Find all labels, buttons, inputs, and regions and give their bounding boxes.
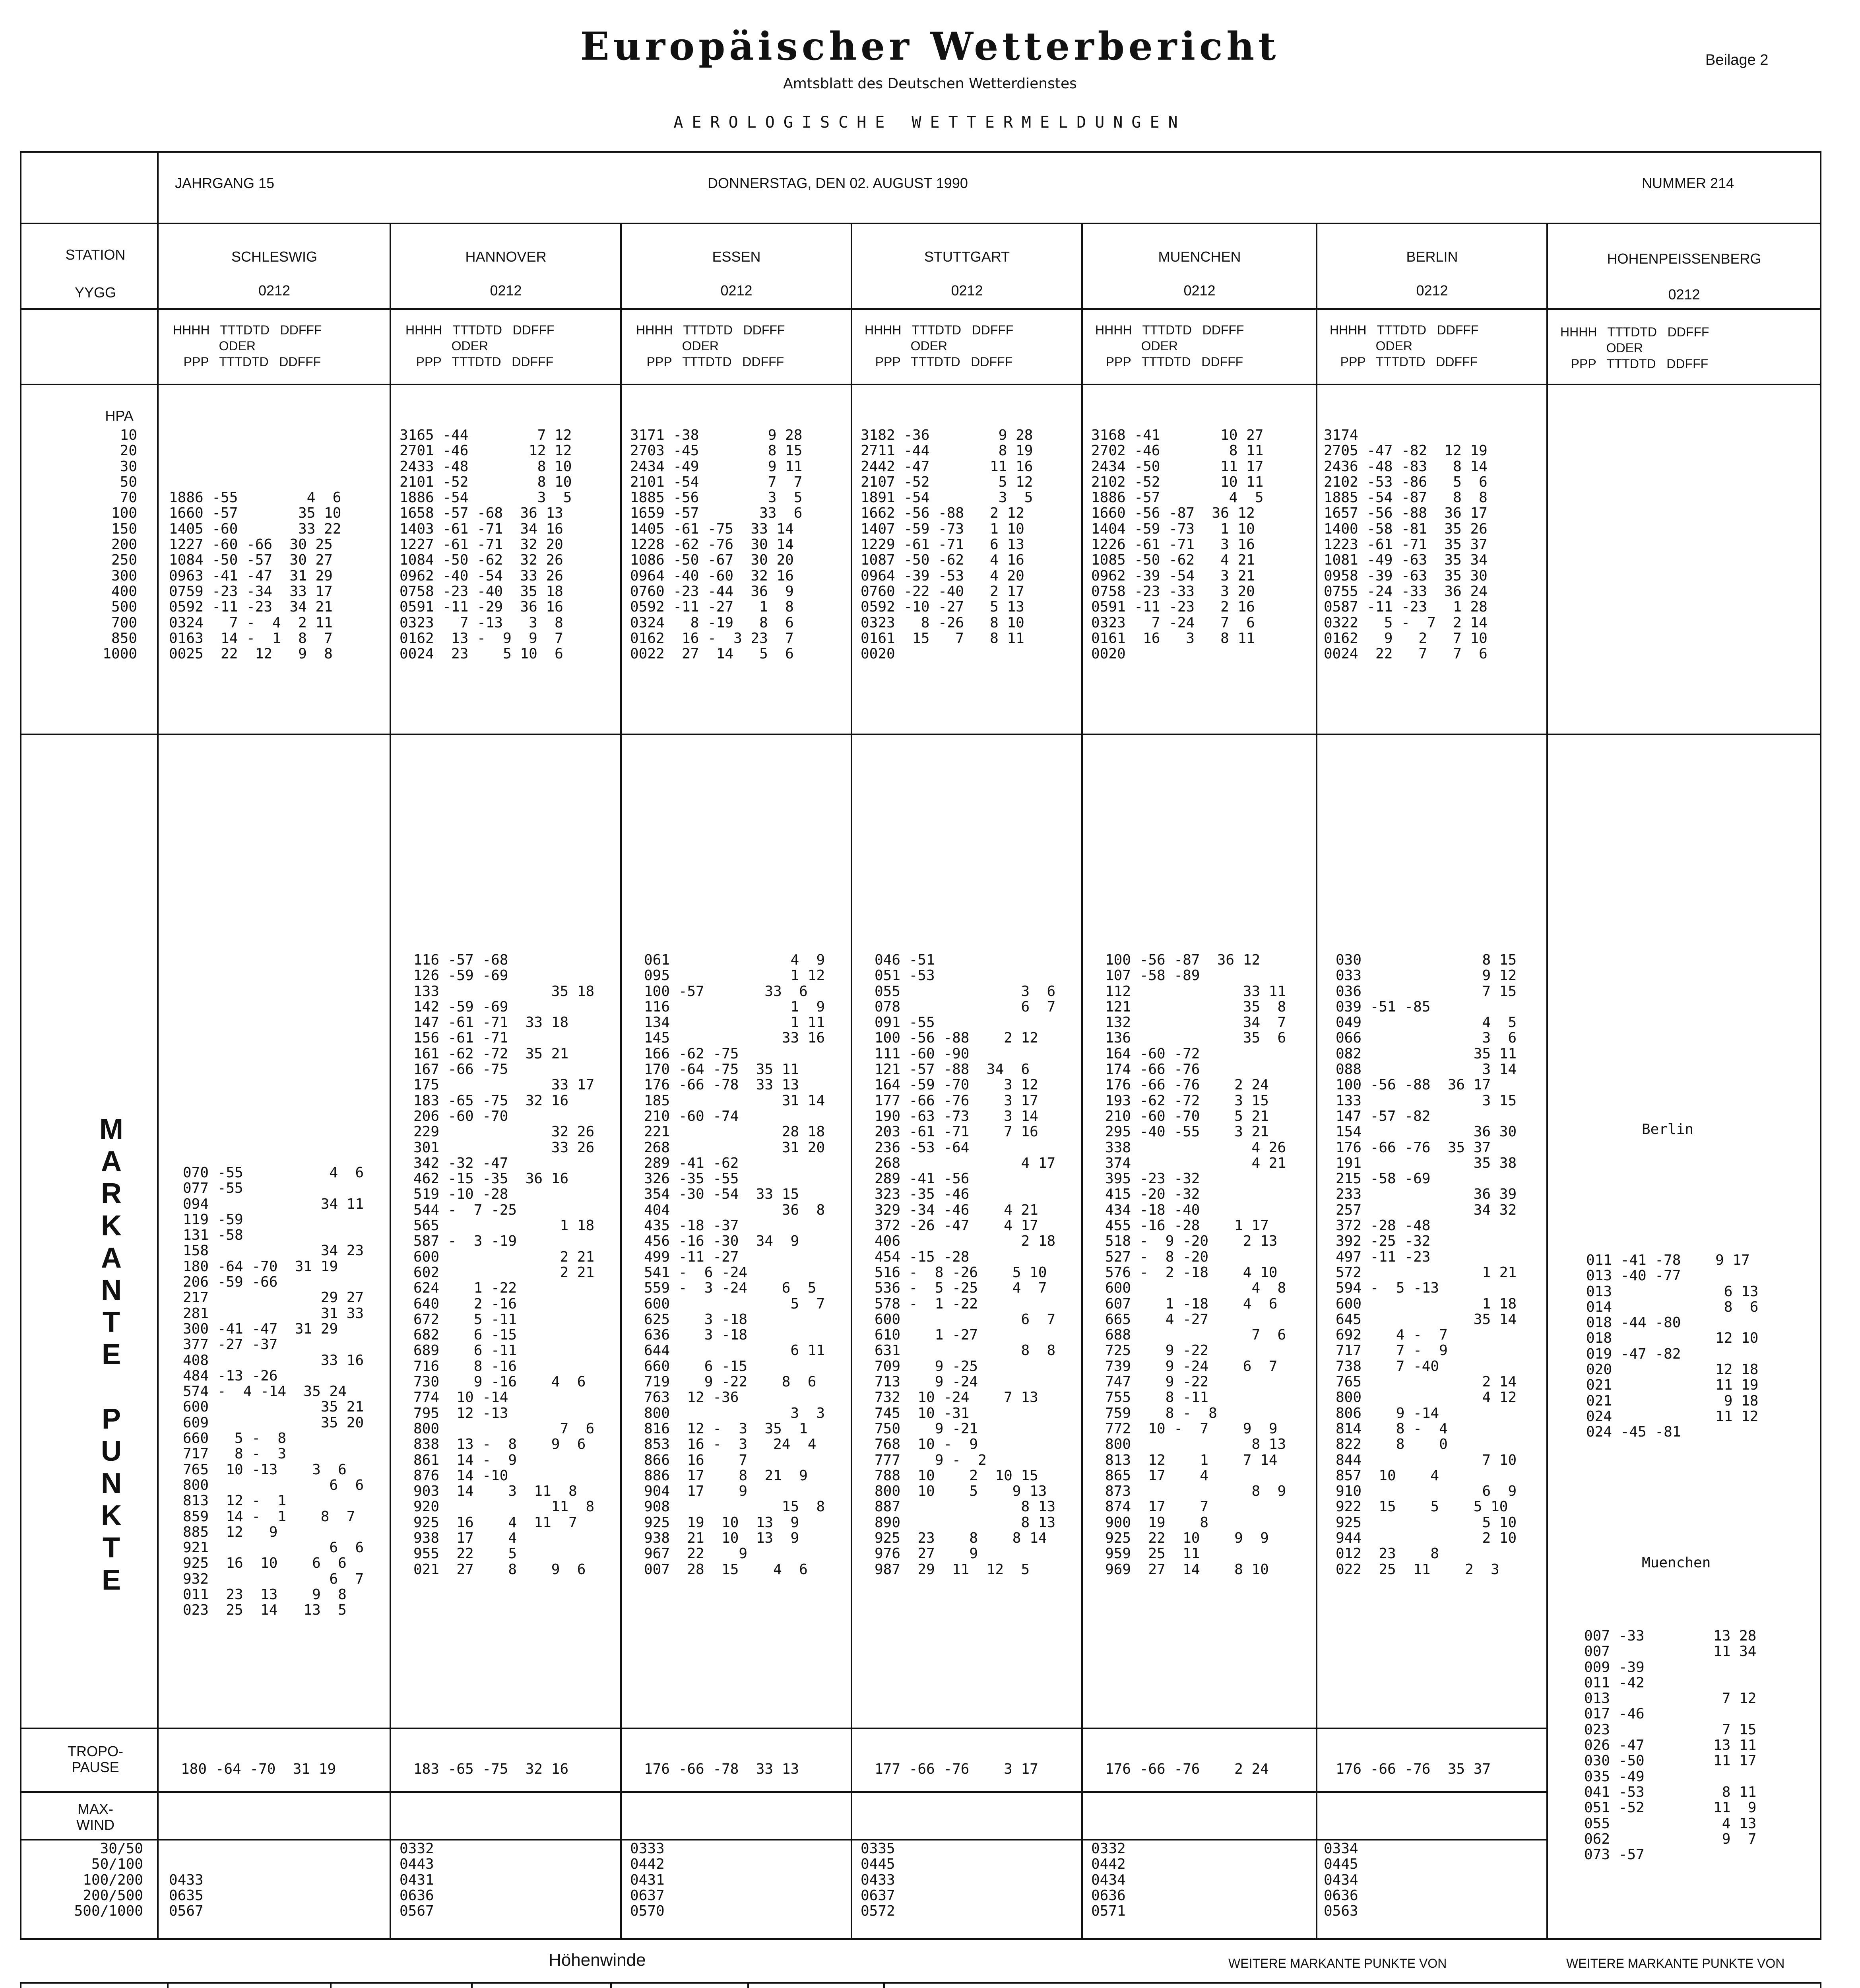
station-yygg: 0212 (490, 282, 522, 299)
thickness-essen: 0333 0442 0431 0637 0570 (630, 1840, 665, 1920)
tropo-essen: 176 -66 -78 33 13 (644, 1761, 799, 1777)
station-name: STUTTGART (924, 248, 1010, 265)
extra-berlin-points: 011 -41 -78 9 17 013 -40 -77 013 6 13 014 8 6 018 -44 -80 018 12 10 019 -47 -82 020 12 18 021 11 19 021 9 18 024 11 12 024 -45 -81 (1586, 1252, 1759, 1441)
markante-muenchen: 100 -56 -87 36 12 107 -58 -89 112 33 11 121 35 8 132 34 7 136 35 6 164 -60 -72 174 -66 -76 176 -66 -76 2 24 193 -62 -72 3 15 210 -60 -70 5 21 295 -40 -55 3 21 338 4 26 374 4 21 395 -23 -32 415 -20 -32 434 -18 -40 455 -16 -28 1 17 518 - 9 -20 2 13 527 - 8 -20 576 - 2 -18 4 10 600 4 8 607 1 -18 4 6 665 4 -27 688 7 6 725 9 -22 739 9 -24 6 7 747 9 -22 755 8 -11 759 8 - 8 772 10 - 7 9 9 800 8 13 813 12 1 7 14 865 17 4 873 8 9 874 17 7 900 19 8 925 22 10 9 9 959 25 11 969 27 14 8 10 (1105, 952, 1286, 1578)
markante-punkte-label: M A R K A N T E P U N K T E (99, 1113, 123, 1596)
std-levels-stuttgart: 3182 -36 9 28 2711 -44 8 19 2442 -47 11 16 2107 -52 5 12 1891 -54 3 5 1662 -56 -88 2 12 1407 -59 -73 1 10 1229 -61 -71 6 13 1087 -50 -62 4 16 0964 -39 -53 4 20 0760 -22 -40 2 17 0592 -10 -27 5 13 0323 8 -26 8 10 0161 15 7 8 11 0020 (861, 427, 1033, 662)
nummer-label: NUMMER 214 (1642, 175, 1734, 191)
markante-schleswig: 070 -55 4 6 077 -55 094 34 11 119 -59 131 -58 158 34 23 180 -64 -70 31 19 206 -59 -66 217 29 27 281 31 33 300 -41 -47 31 29 377 -27 -37 408 33 16 484 -13 -26 574 - 4 -14 35 24 600 35 21 609 35 20 660 5 - 8 717 8 - 3 765 10 -13 3 6 800 6 6 813 12 - 1 859 14 - 1 8 7 885 12 9 921 6 6 925 16 10 6 6 932 6 7 011 23 13 9 8 023 25 14 13 5 (183, 1165, 364, 1619)
page-subtitle: Amtsblatt des Deutschen Wetterdienstes (783, 76, 1077, 92)
extra-muenchen-label: Muenchen (1642, 1555, 1711, 1571)
station-name: BERLIN (1406, 248, 1458, 265)
tropo-hannover: 183 -65 -75 32 16 (413, 1761, 569, 1777)
station-yygg: 0212 (258, 282, 291, 299)
page-title: Europäischer Wetterbericht (580, 24, 1280, 69)
thickness-schleswig: 0433 0635 0567 (169, 1872, 204, 1920)
station-yygg: 0212 (1183, 282, 1216, 299)
column-header: HHHH TTTDTD DDFFF ODER PPP TTTDTD DDFFF (636, 323, 785, 369)
thickness-stuttgart: 0335 0445 0433 0637 0572 (861, 1840, 895, 1920)
column-header: HHHH TTTDTD DDFFF ODER PPP TTTDTD DDFFF (1330, 323, 1479, 369)
station-yygg: 0212 (1416, 282, 1448, 299)
std-levels-berlin: 3174 2705 -47 -82 12 19 2436 -48 -83 8 14 2102 -53 -86 5 6 1885 -54 -87 8 8 1657 -56 -88 36 17 1400 -58 -81 35 26 1223 -61 -71 35 37 1081 -49 -63 35 34 0958 -39 -63 35 30 0755 -24 -33 36 24 0587 -11 -23 1 28 0322 5 - 7 2 14 0162 9 2 7 10 0024 22 7 7 6 (1324, 427, 1488, 662)
markante-berlin: 030 8 15 033 9 12 036 7 15 039 -51 -85 049 4 5 066 3 6 082 35 11 088 3 14 100 -56 -88 36 17 133 3 15 147 -57 -82 154 36 30 176 -66 -76 35 37 191 35 38 215 -58 -69 233 36 39 257 34 32 372 -28 -48 392 -25 -32 497 -11 -23 572 1 21 594 - 5 -13 600 1 18 645 35 14 692 4 - 7 717 7 - 9 738 7 -40 765 2 14 800 4 12 806 9 -14 814 8 - 4 822 8 0 844 7 10 857 10 4 910 6 9 922 15 5 5 10 925 5 10 944 2 10 012 23 8 022 25 11 2 3 (1336, 952, 1517, 1578)
station-name: SCHLESWIG (231, 248, 318, 265)
hoehenwinde-title: Höhenwinde (549, 1950, 646, 1970)
station-yygg: 0212 (951, 282, 983, 299)
yygg-label: YYGG (74, 284, 116, 301)
std-levels-schleswig: 1886 -55 4 6 1660 -57 35 10 1405 -60 33 22 1227 -60 -66 30 25 1084 -50 -57 30 27 0963 -41 -47 31 29 0759 -23 -34 33 17 0592 -11 -23 34 21 0324 7 - 4 2 11 0163 14 - 1 8 7 0025 22 12 9 8 (169, 489, 341, 662)
markante-hannover: 116 -57 -68 126 -59 -69 133 35 18 142 -59 -69 147 -61 -71 33 18 156 -61 -71 161 -62 -72 35 21 167 -66 -75 175 33 17 183 -65 -75 32 16 206 -60 -70 229 32 26 301 33 26 342 -32 -47 462 -15 -35 36 16 519 -10 -28 544 - 7 -25 565 1 18 587 - 3 -19 600 2 21 602 2 21 624 1 -22 640 2 -16 672 5 -11 682 6 -15 689 6 -11 716 8 -16 730 9 -16 4 6 774 10 -14 795 12 -13 800 7 6 838 13 - 8 9 6 861 14 - 9 876 14 -10 903 14 3 11 8 920 11 8 925 16 4 11 7 938 17 4 955 22 5 021 27 8 9 6 (413, 952, 595, 1578)
station-yygg: 0212 (1668, 286, 1700, 303)
std-levels-hannover: 3165 -44 7 12 2701 -46 12 12 2433 -48 8 10 2101 -52 8 10 1886 -54 3 5 1658 -57 -68 36 13 1403 -61 -71 34 16 1227 -61 -71 32 20 1084 -50 -62 32 26 0962 -40 -54 33 26 0758 -23 -40 35 18 0591 -11 -29 36 16 0323 7 -13 3 8 0162 13 - 9 9 7 0024 23 5 10 6 (400, 427, 572, 662)
tropo-schleswig: 180 -64 -70 31 19 (181, 1761, 336, 1777)
weitere-label: WEITERE MARKANTE PUNKTE VON (1228, 1956, 1447, 1971)
weitere-label: WEITERE MARKANTE PUNKTE VON (1566, 1956, 1785, 1971)
thickness-muenchen: 0332 0442 0434 0636 0571 (1091, 1840, 1126, 1920)
column-header: HHHH TTTDTD DDFFF ODER PPP TTTDTD DDFFF (865, 323, 1014, 369)
beilage-label: Beilage 2 (1705, 52, 1769, 68)
markante-essen: 061 4 9 095 1 12 100 -57 33 6 116 1 9 134 1 11 145 33 16 166 -62 -75 170 -64 -75 35 11 176 -66 -78 33 13 185 31 14 210 -60 -74 221 28 18 268 31 20 289 -41 -62 326 -35 -55 354 -30 -54 33 15 404 36 8 435 -18 -37 456 -16 -30 34 9 499 -11 -27 541 - 6 -24 559 - 3 -24 6 5 600 5 7 625 3 -18 636 3 -18 644 6 11 660 6 -15 719 9 -22 8 6 763 12 -36 800 3 3 816 12 - 3 35 1 853 16 - 3 24 4 866 16 7 886 17 8 21 9 904 17 9 908 15 8 925 19 10 13 9 938 21 10 13 9 967 22 9 007 28 15 4 6 (644, 952, 825, 1578)
markante-stuttgart: 046 -51 051 -53 055 3 6 078 6 7 091 -55 100 -56 -88 2 12 111 -60 -90 121 -57 -88 34 6 164 -59 -70 3 12 177 -66 -76 3 17 190 -63 -73 3 14 203 -61 -71 7 16 236 -53 -64 268 4 17 289 -41 -56 323 -35 -46 329 -34 -46 4 21 372 -26 -47 4 17 406 2 18 454 -15 -28 516 - 8 -26 5 10 536 - 5 -25 4 7 578 - 1 -22 600 6 7 610 1 -27 631 8 8 709 9 -25 713 9 -24 732 10 -24 7 13 745 10 -31 750 9 -21 768 10 - 9 777 9 - 2 788 10 2 10 15 800 10 5 9 13 887 8 13 890 8 13 925 23 8 8 14 976 27 9 987 29 11 12 5 (875, 952, 1056, 1578)
std-levels-essen: 3171 -38 9 28 2703 -45 8 15 2434 -49 9 11 2101 -54 7 7 1885 -56 3 5 1659 -57 33 6 1405 -61 -75 33 14 1228 -62 -76 30 14 1086 -50 -67 30 20 0964 -40 -60 32 16 0760 -23 -44 36 9 0592 -11 -27 1 8 0324 8 -19 8 6 0162 16 - 3 23 7 0022 27 14 5 6 (630, 427, 803, 662)
thickness-hannover: 0332 0443 0431 0636 0567 (400, 1840, 434, 1920)
thickness-label: 30/50 50/100 100/200 200/500 500/1000 (74, 1840, 143, 1920)
date-label: DONNERSTAG, DEN 02. AUGUST 1990 (708, 175, 968, 191)
station-name: MUENCHEN (1158, 248, 1241, 265)
tropo-berlin: 176 -66 -76 35 37 (1336, 1761, 1491, 1777)
column-header: HHHH TTTDTD DDFFF ODER PPP TTTDTD DDFFF (405, 323, 555, 369)
extra-muenchen-points: 007 -33 13 28 007 11 34 009 -39 011 -42 013 7 12 017 -46 023 7 15 026 -47 13 11 030 -50 11 17 035 -49 041 -53 8 11 051 -52 11 9 055 4 13 062 9 7 073 -57 (1584, 1628, 1757, 1863)
maxwind-label: MAX- WIND (76, 1801, 114, 1833)
station-name: ESSEN (712, 248, 761, 265)
station-yygg: 0212 (720, 282, 753, 299)
thickness-berlin: 0334 0445 0434 0636 0563 (1324, 1840, 1358, 1920)
station-label: STATION (65, 247, 126, 263)
extra-berlin-label: Berlin (1642, 1121, 1694, 1138)
tropo-muenchen: 176 -66 -76 2 24 (1105, 1761, 1269, 1777)
hpa-levels: 10 20 30 50 70 100 150 200 250 300 400 500 700 850 1000 (103, 427, 137, 662)
station-name: HOHENPEISSENBERG (1607, 250, 1761, 267)
column-header: HHHH TTTDTD DDFFF ODER PPP TTTDTD DDFFF (173, 323, 322, 369)
tropo-stuttgart: 177 -66 -76 3 17 (875, 1761, 1038, 1777)
station-name: HANNOVER (465, 248, 547, 265)
jahrgang-label: JAHRGANG 15 (175, 175, 275, 191)
column-header: HHHH TTTDTD DDFFF ODER PPP TTTDTD DDFFF (1560, 325, 1709, 371)
section-title: AEROLOGISCHE WETTERMELDUNGEN (673, 113, 1187, 132)
column-header: HHHH TTTDTD DDFFF ODER PPP TTTDTD DDFFF (1095, 323, 1244, 369)
tropopause-label: TROPO- PAUSE (68, 1743, 123, 1775)
hpa-label: HPA (105, 408, 134, 424)
std-levels-muenchen: 3168 -41 10 27 2702 -46 8 11 2434 -50 11 17 2102 -52 10 11 1886 -57 4 5 1660 -56 -87 36 12 1404 -59 -73 1 10 1226 -61 -71 3 16 1085 -50 -62 4 21 0962 -39 -54 3 21 0758 -23 -33 3 20 0591 -11 -23 2 16 0323 7 -24 7 6 0161 16 3 8 11 0020 (1091, 427, 1264, 662)
